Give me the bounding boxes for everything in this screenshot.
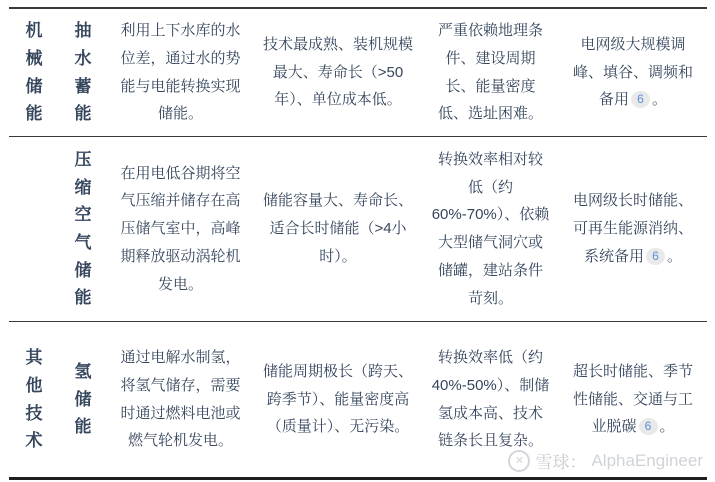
table-row-compressed-air [9, 136, 707, 321]
applications-cell [559, 23, 707, 122]
citation-badge[interactable]: 6 [639, 418, 658, 435]
citation-badge[interactable]: 6 [631, 91, 650, 108]
applications-text: 电网级大规模调峰、填谷、调频和备用 [572, 35, 693, 109]
storage-tech-table [9, 7, 707, 480]
advantages-cell: 技术最成熟、装机规模最大、寿命长（>50年）、单位成本低。 [263, 35, 414, 109]
category-cell: 机械储能 [25, 21, 43, 124]
disadvantages-cell: 严重依赖地理条件、建设周期长、能量密度低、选址困难。 [437, 22, 543, 123]
applications-cell [559, 179, 707, 278]
watermark-username: AlphaEngineer [591, 450, 703, 470]
watermark-site-label: 雪球： [535, 453, 587, 472]
citation-badge[interactable]: 6 [646, 248, 665, 265]
xueqiu-watermark [508, 448, 703, 473]
table-row-pumped-hydro [9, 9, 707, 136]
applications-text: 电网级长时储能、可再生能源消纳、系统备用 [572, 192, 693, 265]
principle-cell: 通过电解水制氢，将氢气储存，需要时通过燃料电池或燃气轮机发电。 [120, 349, 241, 450]
applications-text: 超长时储能、季节性储能、交通与工业脱碳 [572, 362, 693, 436]
applications-suffix: 。 [667, 247, 683, 265]
category-cell [9, 225, 59, 233]
xueqiu-logo-icon: ✕ [508, 450, 530, 472]
applications-cell [559, 350, 707, 449]
disadvantages-cell: 转换效率相对较低（约60%-70%）、依赖大型储气洞穴或储罐，建站条件苛刻。 [431, 150, 550, 307]
tech-name-cell: 抽水蓄能 [74, 21, 92, 124]
disadvantages-cell: 转换效率低（约40%-50%）、制储氢成本高、技术链条长且复杂。 [431, 349, 550, 450]
applications-suffix: 。 [659, 418, 675, 436]
principle-cell: 利用上下水库的水位差，通过水的势能与电能转换实现储能。 [120, 22, 241, 123]
category-cell: 其他技术 [25, 348, 43, 451]
principle-cell: 在用电低谷期将空气压缩并储存在高压储气室中，高峰期释放驱动涡轮机发电。 [120, 164, 241, 293]
tech-name-cell: 压缩空气储能 [74, 150, 92, 308]
advantages-cell: 储能周期极长（跨天、跨季节）、能量密度高（质量计）、无污染。 [263, 362, 414, 436]
tech-name-cell: 氢储能 [74, 362, 92, 437]
advantages-cell: 储能容量大、寿命长、适合长时储能（>4小时）。 [263, 192, 414, 265]
applications-suffix: 。 [652, 91, 668, 109]
